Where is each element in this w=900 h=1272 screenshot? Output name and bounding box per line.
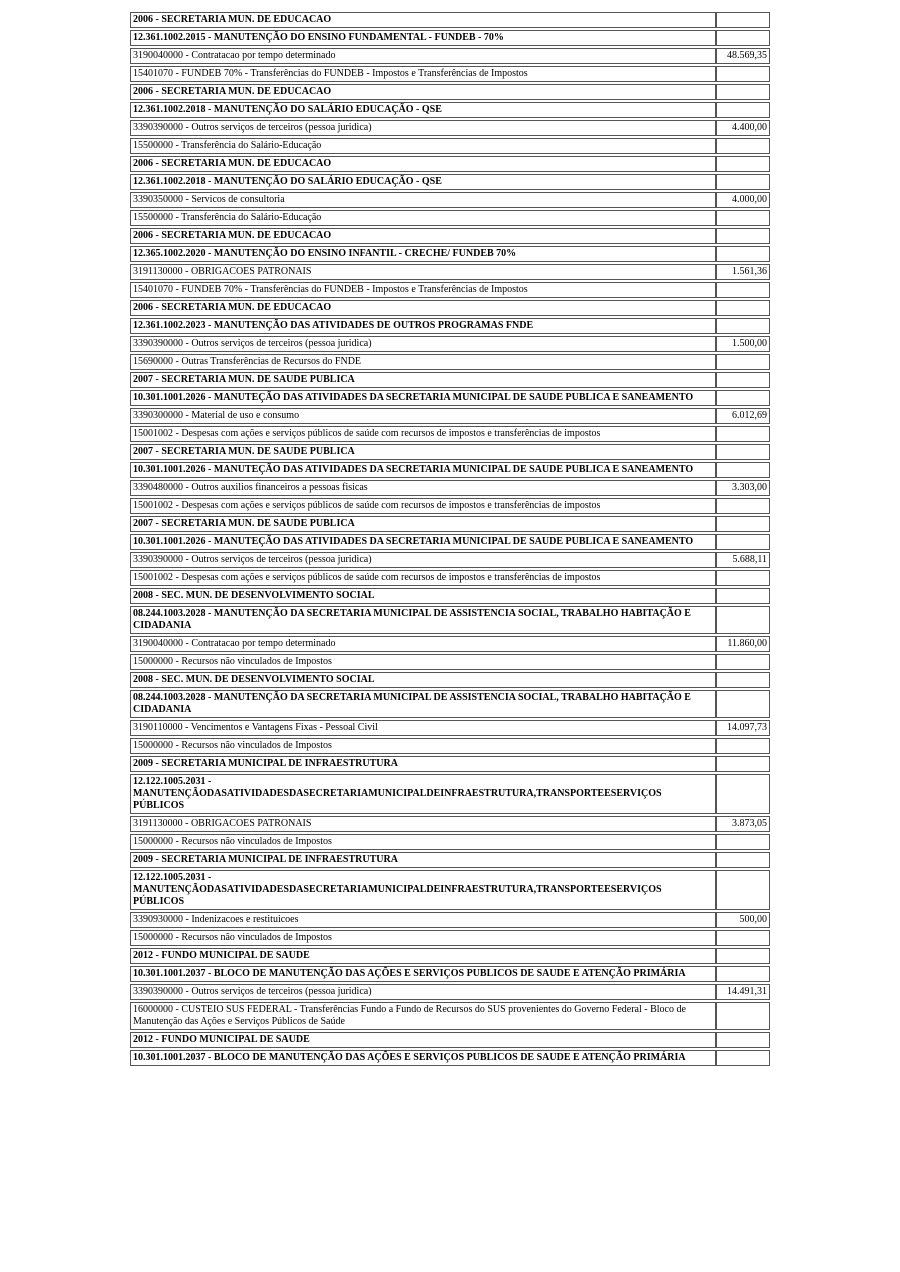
table-row: [130, 300, 770, 316]
row-value-cell: 14.491,31: [716, 984, 770, 1000]
table-row: [130, 834, 770, 850]
row-heading-cell: 08.244.1003.2028 - MANUTENÇÃO DA SECRETARIA MUNICIPAL DE ASSISTENCIA SOCIAL, TRABALHO HABITAÇÃO E CIDADANIA: [130, 690, 716, 718]
row-value-cell: 3.303,00: [716, 480, 770, 496]
row-value-cell: [716, 756, 770, 772]
row-heading-cell: 12.122.1005.2031 - MANUTENÇÃODASATIVIDADESDASECRETARIAMUNICIPALDEINFRAESTRUTURA,TRANSPORTEESERVIÇOS PÚBLICOS: [130, 774, 716, 814]
row-heading-cell: 2008 - SEC. MUN. DE DESENVOLVIMENTO SOCIAL: [130, 672, 716, 688]
table-row: [130, 1032, 770, 1048]
table-row: [130, 336, 770, 352]
row-description-cell: 15690000 - Outras Transferências de Recursos do FNDE: [130, 354, 716, 370]
row-description-cell: 3390480000 - Outros auxilios financeiros a pessoas fisicas: [130, 480, 716, 496]
row-description-cell: 15401070 - FUNDEB 70% - Transferências do FUNDEB - Impostos e Transferências de Impostos: [130, 66, 716, 82]
table-row: [130, 756, 770, 772]
table-row: [130, 192, 770, 208]
row-value-cell: 14.097,73: [716, 720, 770, 736]
row-description-cell: 3390350000 - Servicos de consultoria: [130, 192, 716, 208]
row-value-cell: [716, 210, 770, 226]
table-row: [130, 966, 770, 982]
row-heading-cell: 2008 - SEC. MUN. DE DESENVOLVIMENTO SOCIAL: [130, 588, 716, 604]
row-value-cell: [716, 354, 770, 370]
table-row: [130, 870, 770, 910]
row-value-cell: 1.500,00: [716, 336, 770, 352]
table-row: [130, 984, 770, 1000]
row-heading-cell: 10.301.1001.2026 - MANUTEÇÃO DAS ATIVIDADES DA SECRETARIA MUNICIPAL DE SAUDE PUBLICA E SANEAMENTO: [130, 390, 716, 406]
row-value-cell: 11.860,00: [716, 636, 770, 652]
row-heading-cell: 2012 - FUNDO MUNICIPAL DE SAUDE: [130, 948, 716, 964]
row-heading-cell: 2006 - SECRETARIA MUN. DE EDUCACAO: [130, 156, 716, 172]
table-row: [130, 654, 770, 670]
row-heading-cell: 12.361.1002.2023 - MANUTENÇÃO DAS ATIVIDADES DE OUTROS PROGRAMAS FNDE: [130, 318, 716, 334]
row-heading-cell: 2007 - SECRETARIA MUN. DE SAUDE PUBLICA: [130, 516, 716, 532]
row-heading-cell: 2009 - SECRETARIA MUNICIPAL DE INFRAESTRUTURA: [130, 756, 716, 772]
table-row: [130, 534, 770, 550]
table-row: [130, 852, 770, 868]
row-heading-cell: 12.361.1002.2018 - MANUTENÇÃO DO SALÁRIO EDUCAÇÃO - QSE: [130, 174, 716, 190]
table-row: [130, 588, 770, 604]
row-description-cell: 3190040000 - Contratacao por tempo determinado: [130, 48, 716, 64]
table-row: [130, 156, 770, 172]
row-value-cell: [716, 372, 770, 388]
table-row: [130, 282, 770, 298]
row-heading-cell: 10.301.1001.2026 - MANUTEÇÃO DAS ATIVIDADES DA SECRETARIA MUNICIPAL DE SAUDE PUBLICA E SANEAMENTO: [130, 534, 716, 550]
row-description-cell: 15000000 - Recursos não vinculados de Impostos: [130, 834, 716, 850]
row-heading-cell: 2007 - SECRETARIA MUN. DE SAUDE PUBLICA: [130, 372, 716, 388]
table-row: [130, 636, 770, 652]
table-row: [130, 48, 770, 64]
table-row: [130, 120, 770, 136]
row-value-cell: 4.400,00: [716, 120, 770, 136]
row-value-cell: [716, 174, 770, 190]
row-value-cell: [716, 534, 770, 550]
row-description-cell: 15000000 - Recursos não vinculados de Impostos: [130, 738, 716, 754]
row-description-cell: 15001002 - Despesas com ações e serviços públicos de saúde com recursos de impostos e transferências de impostos: [130, 570, 716, 586]
table-row: [130, 390, 770, 406]
row-value-cell: [716, 84, 770, 100]
row-value-cell: [716, 1050, 770, 1066]
table-row: [130, 690, 770, 718]
table-row: [130, 246, 770, 262]
row-heading-cell: 12.361.1002.2018 - MANUTENÇÃO DO SALÁRIO EDUCAÇÃO - QSE: [130, 102, 716, 118]
row-heading-cell: 10.301.1001.2037 - BLOCO DE MANUTENÇÃO DAS AÇÕES E SERVIÇOS PUBLICOS DE SAUDE E ATENÇÃO PRIMÁRIA: [130, 966, 716, 982]
row-heading-cell: 08.244.1003.2028 - MANUTENÇÃO DA SECRETARIA MUNICIPAL DE ASSISTENCIA SOCIAL, TRABALHO HABITAÇÃO E CIDADANIA: [130, 606, 716, 634]
row-value-cell: [716, 690, 770, 718]
row-value-cell: [716, 138, 770, 154]
row-description-cell: 3190040000 - Contratacao por tempo determinado: [130, 636, 716, 652]
row-description-cell: 15000000 - Recursos não vinculados de Impostos: [130, 654, 716, 670]
row-value-cell: [716, 870, 770, 910]
row-value-cell: [716, 156, 770, 172]
row-value-cell: [716, 246, 770, 262]
table-row: [130, 516, 770, 532]
table-row: [130, 30, 770, 46]
table-row: [130, 948, 770, 964]
row-value-cell: 6.012,69: [716, 408, 770, 424]
row-value-cell: [716, 102, 770, 118]
table-row: [130, 738, 770, 754]
table-row: [130, 174, 770, 190]
row-heading-cell: 10.301.1001.2026 - MANUTEÇÃO DAS ATIVIDADES DA SECRETARIA MUNICIPAL DE SAUDE PUBLICA E SANEAMENTO: [130, 462, 716, 478]
row-value-cell: [716, 672, 770, 688]
table-row: [130, 318, 770, 334]
row-heading-cell: 12.361.1002.2015 - MANUTENÇÃO DO ENSINO FUNDAMENTAL - FUNDEB - 70%: [130, 30, 716, 46]
row-value-cell: [716, 948, 770, 964]
row-heading-cell: 12.365.1002.2020 - MANUTENÇÃO DO ENSINO INFANTIL - CRECHE/ FUNDEB 70%: [130, 246, 716, 262]
row-value-cell: [716, 738, 770, 754]
row-value-cell: 3.873,05: [716, 816, 770, 832]
row-description-cell: 15000000 - Recursos não vinculados de Impostos: [130, 930, 716, 946]
table-row: [130, 462, 770, 478]
row-value-cell: [716, 318, 770, 334]
table-row: [130, 372, 770, 388]
row-value-cell: [716, 300, 770, 316]
row-heading-cell: 2006 - SECRETARIA MUN. DE EDUCACAO: [130, 228, 716, 244]
table-row: [130, 816, 770, 832]
row-value-cell: [716, 1032, 770, 1048]
table-row: [130, 228, 770, 244]
table-row: [130, 672, 770, 688]
row-value-cell: [716, 930, 770, 946]
row-description-cell: 3390390000 - Outros serviços de terceiros (pessoa juridica): [130, 336, 716, 352]
row-value-cell: 500,00: [716, 912, 770, 928]
row-heading-cell: 2012 - FUNDO MUNICIPAL DE SAUDE: [130, 1032, 716, 1048]
row-description-cell: 3390390000 - Outros serviços de terceiros (pessoa juridica): [130, 552, 716, 568]
row-value-cell: 4.000,00: [716, 192, 770, 208]
row-heading-cell: 2006 - SECRETARIA MUN. DE EDUCACAO: [130, 300, 716, 316]
row-value-cell: 5.688,11: [716, 552, 770, 568]
row-description-cell: 3390390000 - Outros serviços de terceiros (pessoa juridica): [130, 984, 716, 1000]
row-heading-cell: 2006 - SECRETARIA MUN. DE EDUCACAO: [130, 12, 716, 28]
row-value-cell: [716, 30, 770, 46]
row-description-cell: 16000000 - CUSTEIO SUS FEDERAL - Transferências Fundo a Fundo de Recursos do SUS provenientes do Governo Federal - Bloco de Manutenção das Ações e Serviços Públicos de Saúde: [130, 1002, 716, 1030]
table-row: [130, 1002, 770, 1030]
row-description-cell: 3190110000 - Vencimentos e Vantagens Fixas - Pessoal Civil: [130, 720, 716, 736]
table-row: [130, 552, 770, 568]
table-row: [130, 408, 770, 424]
row-description-cell: 15401070 - FUNDEB 70% - Transferências do FUNDEB - Impostos e Transferências de Impostos: [130, 282, 716, 298]
row-heading-cell: 2009 - SECRETARIA MUNICIPAL DE INFRAESTRUTURA: [130, 852, 716, 868]
row-value-cell: [716, 66, 770, 82]
row-value-cell: 1.561,36: [716, 264, 770, 280]
table-row: [130, 210, 770, 226]
table-row: [130, 426, 770, 442]
row-value-cell: [716, 1002, 770, 1030]
row-value-cell: [716, 774, 770, 814]
table-row: [130, 1050, 770, 1066]
row-value-cell: 48.569,35: [716, 48, 770, 64]
row-value-cell: [716, 852, 770, 868]
table-row: [130, 498, 770, 514]
table-row: [130, 264, 770, 280]
row-value-cell: [716, 966, 770, 982]
row-value-cell: [716, 654, 770, 670]
table-row: [130, 84, 770, 100]
row-description-cell: 3191130000 - OBRIGACOES PATRONAIS: [130, 264, 716, 280]
row-description-cell: 3191130000 - OBRIGACOES PATRONAIS: [130, 816, 716, 832]
table-row: [130, 480, 770, 496]
row-value-cell: [716, 516, 770, 532]
row-description-cell: 15001002 - Despesas com ações e serviços públicos de saúde com recursos de impostos e transferências de impostos: [130, 498, 716, 514]
table-row: [130, 102, 770, 118]
table-row: [130, 774, 770, 814]
document-page: [130, 10, 770, 1068]
row-description-cell: 15500000 - Transferência do Salário-Educação: [130, 138, 716, 154]
row-description-cell: 15001002 - Despesas com ações e serviços públicos de saúde com recursos de impostos e transferências de impostos: [130, 426, 716, 442]
row-heading-cell: 10.301.1001.2037 - BLOCO DE MANUTENÇÃO DAS AÇÕES E SERVIÇOS PUBLICOS DE SAUDE E ATENÇÃO PRIMÁRIA: [130, 1050, 716, 1066]
row-value-cell: [716, 426, 770, 442]
table-row: [130, 930, 770, 946]
row-value-cell: [716, 462, 770, 478]
row-value-cell: [716, 390, 770, 406]
row-value-cell: [716, 570, 770, 586]
row-value-cell: [716, 444, 770, 460]
row-heading-cell: 2006 - SECRETARIA MUN. DE EDUCACAO: [130, 84, 716, 100]
row-value-cell: [716, 588, 770, 604]
row-value-cell: [716, 12, 770, 28]
table-row: [130, 354, 770, 370]
table-row: [130, 138, 770, 154]
row-description-cell: 3390300000 - Material de uso e consumo: [130, 408, 716, 424]
row-description-cell: 3390930000 - Indenizacoes e restituicoes: [130, 912, 716, 928]
row-description-cell: 15500000 - Transferência do Salário-Educação: [130, 210, 716, 226]
table-body: [130, 12, 770, 1066]
row-value-cell: [716, 228, 770, 244]
table-row: [130, 444, 770, 460]
table-row: [130, 570, 770, 586]
row-value-cell: [716, 834, 770, 850]
budget-allocation-table: [130, 10, 770, 1068]
table-row: [130, 912, 770, 928]
row-heading-cell: 12.122.1005.2031 - MANUTENÇÃODASATIVIDADESDASECRETARIAMUNICIPALDEINFRAESTRUTURA,TRANSPORTEESERVIÇOS PÚBLICOS: [130, 870, 716, 910]
table-row: [130, 606, 770, 634]
table-row: [130, 66, 770, 82]
table-row: [130, 12, 770, 28]
row-value-cell: [716, 282, 770, 298]
row-heading-cell: 2007 - SECRETARIA MUN. DE SAUDE PUBLICA: [130, 444, 716, 460]
row-value-cell: [716, 498, 770, 514]
row-value-cell: [716, 606, 770, 634]
row-description-cell: 3390390000 - Outros serviços de terceiros (pessoa juridica): [130, 120, 716, 136]
table-row: [130, 720, 770, 736]
